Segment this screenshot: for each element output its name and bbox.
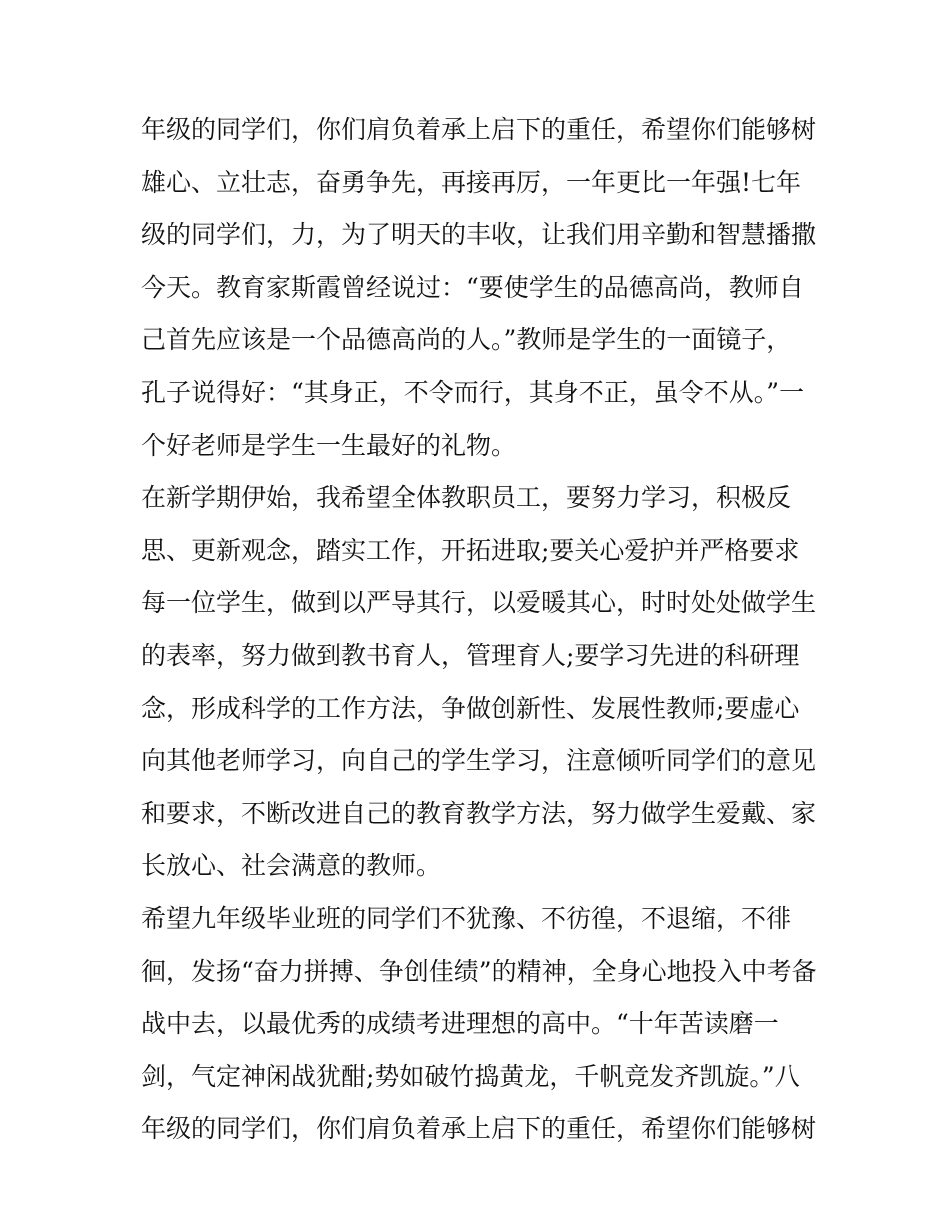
text-line: 雄心、立壮志，奋勇争先，再接再厉，一年更比一年强!七年	[141, 167, 802, 197]
text-line: 级的同学们，力，为了明天的丰收，让我们用辛勤和智慧播撒	[141, 220, 817, 250]
text-line: 思、更新观念，踏实工作，开拓进取;要关心爱护并严格要求	[141, 535, 800, 565]
text-line: 孔子说得好：“其身正，不令而行，其身不正，虽令不从。”一	[141, 377, 805, 407]
text-line: 徊，发扬“奋力拼搏、争创佳绩”的精神，全身心地投入中考备	[141, 956, 817, 986]
text-line: 己首先应该是一个品德高尚的人。”教师是学生的一面镜子，	[141, 325, 792, 355]
body-text	[141, 108, 821, 1160]
text-line: 今天。教育家斯霞曾经说过：“要使学生的品德高尚，教师自	[141, 272, 804, 302]
text-line: 向其他老师学习，向自己的学生学习，注意倾听同学们的意见	[141, 746, 817, 776]
text-line: 在新学期伊始，我希望全体教职员工，要努力学习，积极反	[141, 483, 792, 513]
text-line: 希望九年级毕业班的同学们不犹豫、不彷徨，不退缩，不徘	[141, 903, 792, 933]
text-line: 剑，气定神闲战犹酣;势如破竹捣黄龙，千帆竞发齐凯旋。”八	[141, 1061, 800, 1091]
text-line: 每一位学生，做到以严导其行，以爱暖其心，时时处处做学生	[141, 588, 817, 618]
text-line: 的表率，努力做到教书育人，管理育人;要学习先进的科研理	[141, 640, 800, 670]
text-line: 年级的同学们，你们肩负着承上启下的重任，希望你们能够树	[141, 115, 817, 144]
text-line: 和要求，不断改进自己的教育教学方法，努力做学生爱戴、家	[141, 798, 817, 828]
text-line: 长放心、社会满意的教师。	[141, 851, 442, 881]
text-line: 战中去，以最优秀的成绩考进理想的高中。“十年苦读磨一	[141, 1009, 779, 1039]
text-line: 念，形成科学的工作方法，争做创新性、发展性教师;要虚心	[141, 693, 800, 723]
text-line: 个好老师是学生一生最好的礼物。	[141, 430, 517, 460]
text-line: 年级的同学们，你们肩负着承上启下的重任，希望你们能够树	[141, 1114, 817, 1144]
